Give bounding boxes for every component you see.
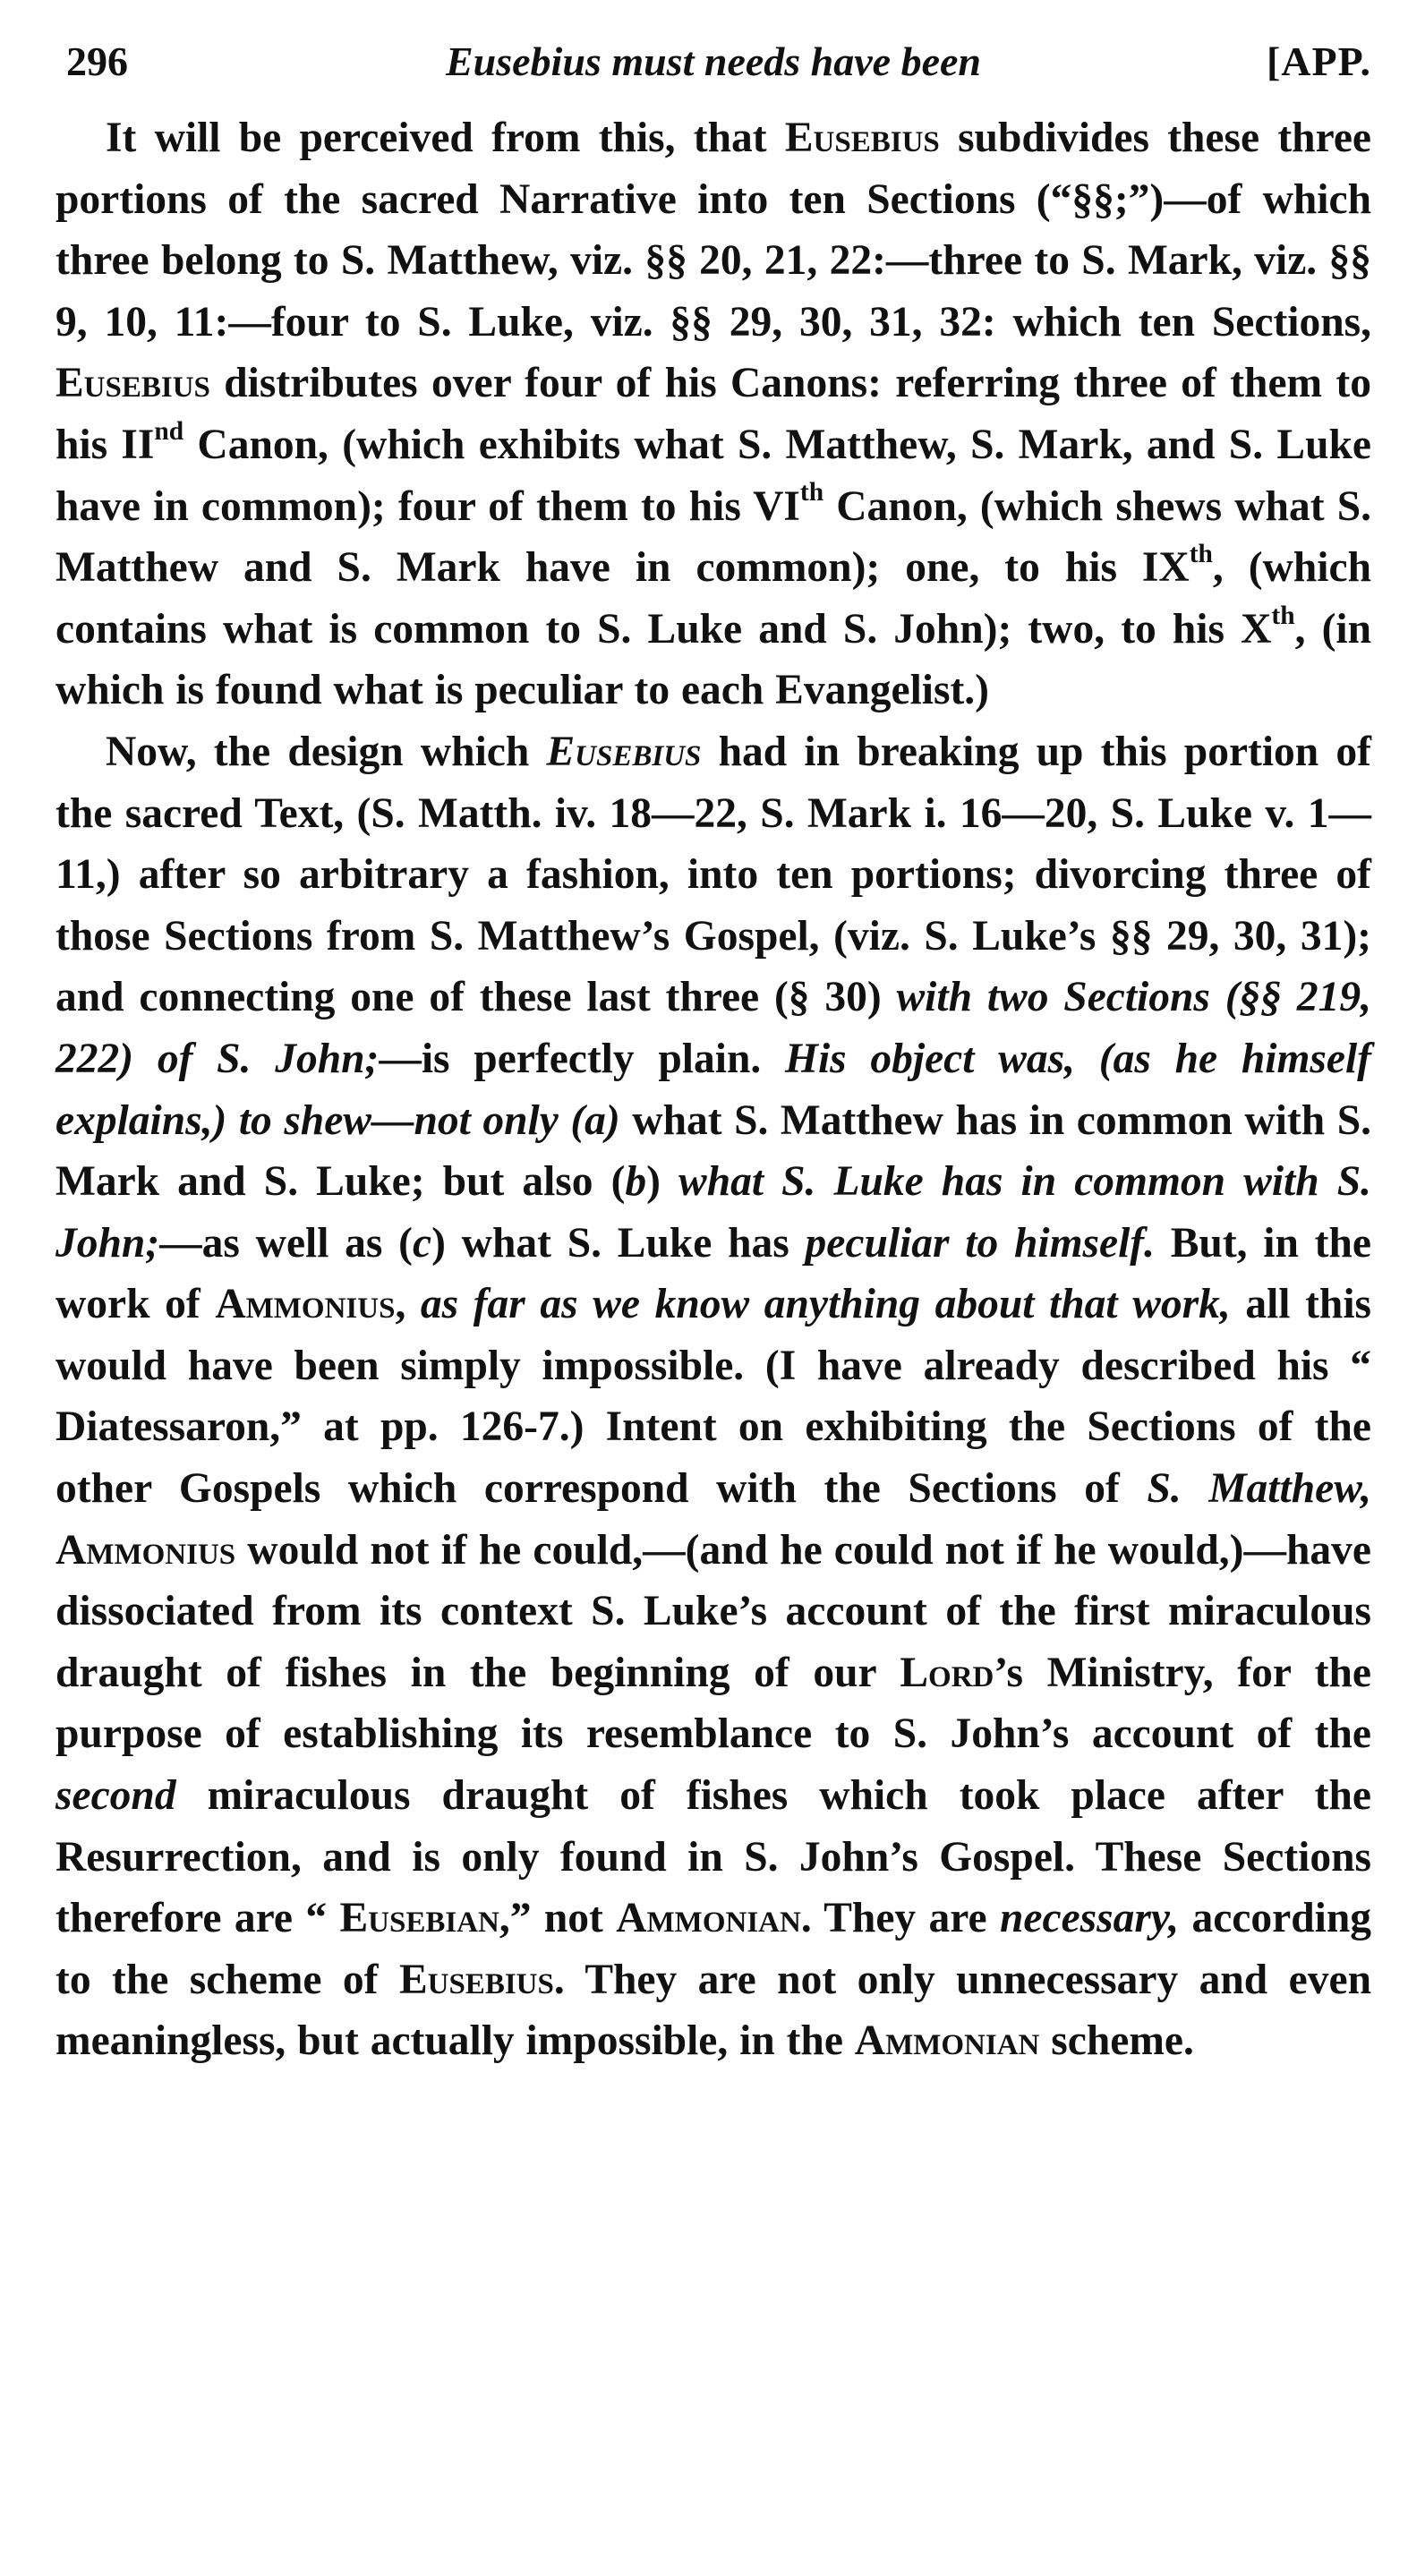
paragraph-2: [55, 721, 1371, 2072]
name-eusebius: Eusebius: [784, 115, 940, 161]
text-run: ,: [395, 1281, 421, 1328]
name-eusebius: Eusebius: [398, 1956, 554, 2003]
emphasis-text: c: [413, 1219, 432, 1267]
paragraph-1: [55, 107, 1371, 721]
text-run: all this would have been simply impossible. (I have already described his “ Diatessaron,” at pp. 126-7.) Intent on exhibiting the Sections of the other Gospels which correspond with the Sections of: [55, 1281, 1371, 1513]
emphasis-text: His object was, (as he himself explains,) to shew—not only (a): [55, 1035, 1371, 1144]
text-run: —is perfectly plain.: [379, 1035, 786, 1082]
name-lord: Lord: [900, 1649, 994, 1696]
text-run: , (in which is found what is peculiar to each Evangelist.): [55, 605, 1372, 714]
body-text: [55, 107, 1371, 2072]
emphasis-text: what S. Luke has in common with S. John;: [55, 1158, 1371, 1267]
emphasis-text: second: [55, 1772, 176, 1820]
text-run: Canon, (which exhibits what S. Matthew, S. Mark, and S. Luke have in common); four of them to his VI: [55, 421, 1371, 530]
text-run: Canon, (which shews what S. Matthew and S. Mark have in common); one, to his IX: [55, 482, 1371, 592]
emphasis-text: as far as we know anything about that work,: [420, 1281, 1231, 1328]
text-run: . They are not only unnecessary and even meaningless, but actually impossible, in the: [55, 1956, 1371, 2065]
term-ammonian: Ammonian: [616, 1895, 801, 1942]
name-eusebius: Eusebius: [546, 728, 702, 775]
text-run: Now, the design which: [106, 728, 547, 775]
text-run: distributes over four of his Canons: referring three of them to his II: [55, 360, 1371, 468]
ordinal-suffix: th: [1271, 601, 1295, 630]
emphasis-text: b: [625, 1158, 647, 1206]
text-run: ,” not: [499, 1895, 617, 1942]
text-run: It will be perceived from this, that: [106, 115, 785, 161]
text-run: ) what S. Luke has: [431, 1219, 806, 1267]
text-run: . They are: [800, 1895, 1000, 1942]
emphasis-text: necessary,: [1000, 1895, 1180, 1942]
text-run: —as well as (: [159, 1219, 413, 1267]
ordinal-suffix: th: [799, 478, 824, 508]
name-eusebius: Eusebius: [55, 360, 210, 407]
term-ammonian: Ammonian: [854, 2017, 1040, 2065]
text-run: what S. Matthew has in common with S. Mark and S. Luke; but also (: [55, 1096, 1371, 1206]
name-ammonius: Ammonius: [215, 1281, 396, 1328]
ordinal-suffix: th: [1189, 539, 1213, 568]
text-run: , (which contains what is common to S. Luke and S. John); two, to his X: [55, 544, 1371, 653]
term-eusebian: Eusebian: [339, 1895, 499, 1942]
book-page: [55, 30, 1371, 2072]
text-run: had in breaking up this portion of the sacred Text, (S. Matth. iv. 18—22, S. Mark i. 16—20, S. Luke v. 1—11,) after so arbitrary a fashion, into ten portions; divorcing three of those Sections from S. Matthew’s Gospel, (viz. S. Luke’s §§ 29, 30, 31); and connecting one of these last three (§ 30): [55, 728, 1371, 1021]
text-run: subdivides these three portions of the sacred Narrative into ten Sections (“§§;”)—of which three belong to S. Matthew, viz. §§ 20, 21, 22:—three to S. Mark, viz. §§ 9, 10, 11:—four to S. Luke, viz. §§ 29, 30, 31, 32: which ten Sections,: [55, 115, 1371, 345]
section-reference: [APP.: [1266, 38, 1371, 84]
text-run: according to the scheme of: [55, 1895, 1371, 2003]
name-ammonius: Ammonius: [55, 1526, 236, 1574]
text-run: ): [646, 1158, 679, 1206]
text-run: scheme.: [1039, 2017, 1194, 2065]
emphasis-text: S. Matthew,: [1147, 1465, 1372, 1513]
running-title: Eusebius must needs have been: [445, 38, 982, 84]
text-run: would not if he could,—(and he could not if he would,)—have dissociated from its context S. Luke’s account of the first miraculous draught of fishes in the beginning of our: [55, 1526, 1371, 1696]
text-run: But, in the work of: [55, 1219, 1371, 1328]
emphasis-text: with two Sections (§§ 219, 222) of S. John;: [55, 974, 1371, 1082]
ordinal-suffix: nd: [154, 416, 184, 446]
page-number: 296: [66, 38, 128, 84]
text-run: ’s Ministry, for the purpose of establishing its resemblance to S. John’s account of the: [55, 1649, 1371, 1758]
emphasis-text: peculiar to himself.: [805, 1219, 1155, 1267]
text-run: miraculous draught of fishes which took place after the Resurrection, and is only found in S. John’s Gospel. These Sections therefore are “: [55, 1772, 1371, 1942]
running-head: [55, 30, 1371, 93]
